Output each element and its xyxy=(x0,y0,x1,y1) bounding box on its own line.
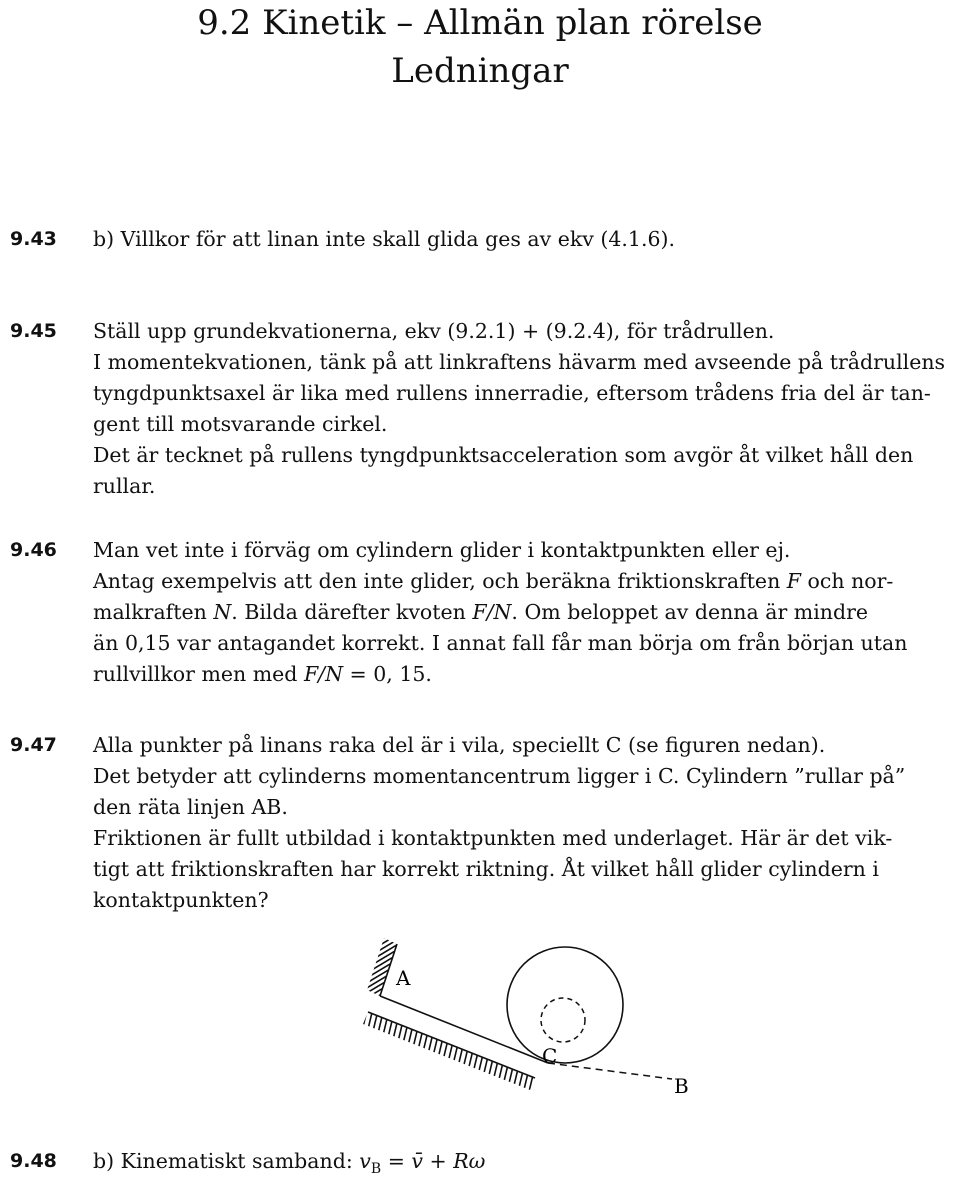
label-c: C xyxy=(542,1044,558,1068)
text-line: Det betyder att cylinderns momentancentrum ligger i C. Cylindern ”rullar på” xyxy=(93,764,906,788)
title-line-1: 9.2 Kinetik – Allmän plan rörelse xyxy=(197,3,763,43)
rope-line xyxy=(380,996,548,1063)
text-line: b) Kinematiskt samband: $v_B$ = v̄ + Rω xyxy=(93,1149,486,1178)
text-line: Ställ upp grundekvationerna, ekv (9.2.1) + (9.2.4), för trådrullen. xyxy=(93,319,775,343)
text-line: Antag exempelvis att den inte glider, och beräkna friktionskraften F och nor- xyxy=(93,569,894,593)
title-line-2: Ledningar xyxy=(391,51,569,91)
section-number: 9.43 xyxy=(10,228,57,250)
text-line: I momentekvationen, tänk på att linkraftens hävarm med avseende på trådrullens xyxy=(93,350,946,374)
section-number: 9.47 xyxy=(10,734,57,756)
text-line: tigt att friktionskraften har korrekt riktning. Åt vilket håll glider cylindern i xyxy=(93,857,879,881)
text-line: Man vet inte i förväg om cylindern glider i kontaktpunkten eller ej. xyxy=(93,538,791,562)
text-line: malkraften N. Bilda därefter kvoten F/N. Om beloppet av denna är mindre xyxy=(93,600,869,624)
text-line: tyngdpunktsaxel är lika med rullens innerradie, eftersom trådens fria del är tan- xyxy=(93,381,931,405)
text-line: rullvillkor men med F/N = 0, 15. xyxy=(93,662,432,686)
label-b: B xyxy=(674,1074,689,1098)
text-line: Det är tecknet på rullens tyngdpunktsacceleration som avgör åt vilket håll den xyxy=(93,443,914,467)
text-line: rullar. xyxy=(93,474,156,498)
text-line: Alla punkter på linans raka del är i vila, speciellt C (se figuren nedan). xyxy=(93,733,826,757)
text-line: än 0,15 var antagandet korrekt. I annat fall får man börja om från början utan xyxy=(93,631,908,655)
rope-dashed-line xyxy=(548,1063,672,1079)
text-line: kontaktpunkten? xyxy=(93,888,269,912)
text-line: gent till motsvarande cirkel. xyxy=(93,412,388,436)
section-number: 9.48 xyxy=(10,1150,57,1172)
inner-dashed-circle xyxy=(541,998,585,1042)
outer-circle xyxy=(507,947,623,1063)
text-line: Friktionen är fullt utbildad i kontaktpunkten med underlaget. Här är det vik- xyxy=(93,826,893,850)
text-line: b) Villkor för att linan inte skall glida ges av ekv (4.1.6). xyxy=(93,227,676,251)
text-line: den räta linjen AB. xyxy=(93,795,288,819)
section-number: 9.45 xyxy=(10,320,57,342)
label-a: A xyxy=(396,966,411,990)
wall-line xyxy=(380,944,397,996)
section-number: 9.46 xyxy=(10,539,57,561)
